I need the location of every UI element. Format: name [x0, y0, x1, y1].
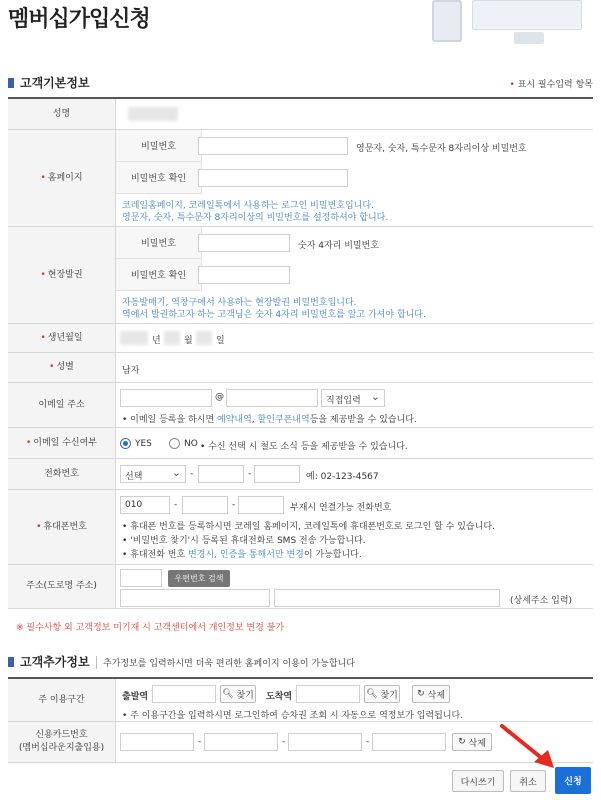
email-domain-input[interactable]: [226, 389, 318, 407]
email-optin-note: • 수신 선택 시 철도 소식 등을 제공받을 수 있습니다.: [200, 442, 408, 452]
email-note: • 이메일 등록을 하시면 예약내역, 할인쿠폰내역등을 제공받을 수 있습니다.: [122, 415, 417, 425]
birth-label: • 생년월일: [8, 324, 116, 352]
monitor-image: [472, 0, 582, 30]
station-note-1: 자동발매기, 역창구에서 사용하는 현장발권 비밀번호입니다.: [122, 298, 357, 308]
extra-info-subtitle: 추가정보를 입력하시면 더욱 편리한 홈페이지 이용이 가능합니다: [96, 656, 355, 669]
homepage-password-confirm-input[interactable]: [198, 169, 348, 187]
address-detail-hint: (상세주소 입력): [510, 596, 573, 606]
mobile-label: • 휴대폰번호: [8, 490, 116, 564]
homepage-label: • 홈페이지: [8, 130, 116, 226]
birth-row: [8, 324, 593, 353]
required-warning: ※ 필수사항 외 고객정보 미기재 시 고객센터에서 개인정보 변경 불가: [16, 623, 285, 633]
email-at-sign: @: [215, 392, 224, 402]
email-optin-yes-radio[interactable]: [120, 438, 131, 449]
route-label: 주 이용구간: [8, 679, 116, 721]
name-row: [8, 99, 593, 130]
coupon-history-link[interactable]: 할인쿠폰내역: [257, 415, 310, 425]
arrival-label: 도착역: [266, 692, 293, 702]
reset-button[interactable]: 다시쓰기: [452, 770, 504, 792]
departure-label: 출발역: [122, 692, 149, 702]
phone-label: 전화번호: [8, 459, 116, 489]
address-label: 주소(도로명 주소): [8, 565, 116, 608]
mobile-note-3: • 휴대전화 번호 변경시, 인증을 통해서만 변경이 가능합니다.: [122, 550, 362, 560]
search-icon: 🔍︎: [366, 689, 378, 699]
birth-year-redacted: [120, 331, 148, 345]
homepage-password-confirm-label: 비밀번호 확인: [116, 162, 202, 194]
gender-label: • 성별: [8, 353, 116, 382]
homepage-note-2: 영문자, 숫자, 특수문자 8자리이상의 비밀번호를 설정하셔야 합니다.: [122, 213, 389, 223]
homepage-password-input[interactable]: [198, 137, 348, 155]
gender-row: [8, 353, 593, 383]
card-delete-button[interactable]: ↻ 삭제: [452, 733, 492, 751]
reservation-history-link[interactable]: 예약내역: [217, 415, 252, 425]
mobile-hint: 부재시 연결가능 전화번호: [290, 503, 392, 513]
mobile-prefix-input[interactable]: 010: [120, 496, 170, 514]
card-number-4-input[interactable]: [372, 733, 446, 751]
homepage-password-label: 비밀번호: [116, 130, 202, 162]
mobile-dash-1: -: [174, 500, 178, 510]
phone-area-select[interactable]: 선택 ⌄: [120, 465, 186, 483]
monitor-stand-image: [514, 32, 544, 44]
email-id-input[interactable]: [120, 389, 212, 407]
birth-day-unit: 일: [216, 336, 225, 346]
required-note: • 표시 필수입력 항목: [509, 80, 593, 90]
station-row: [8, 227, 593, 324]
address-base-input[interactable]: [120, 589, 270, 607]
mobile-middle-input[interactable]: [182, 496, 228, 514]
arrival-station-input[interactable]: [296, 685, 360, 703]
name-label: 성명: [8, 99, 116, 129]
station-password-input[interactable]: [198, 234, 290, 252]
zipcode-input[interactable]: [120, 569, 162, 587]
email-optin-no-radio[interactable]: [169, 438, 180, 449]
phone-image: [432, 0, 462, 42]
basic-info-heading: 고객기본정보: [8, 74, 90, 91]
card-dash-1: -: [198, 737, 202, 747]
email-optin-no-label: NO: [184, 439, 198, 449]
cancel-button[interactable]: 취소: [510, 770, 546, 792]
phone-dash-1: -: [190, 469, 194, 479]
mobile-note-2: • '비밀번호 찾기'시 등록된 휴대전화로 SMS 전송 가능합니다.: [122, 536, 366, 546]
card-number-2-input[interactable]: [204, 733, 278, 751]
station-password-confirm-label: 비밀번호 확인: [116, 259, 202, 291]
route-note: • 주 이용구간을 입력하시면 로그인하여 승차권 조회 시 자동으로 역정보가 입력됩니다.: [122, 711, 464, 721]
birth-year-unit: 년: [152, 336, 161, 346]
arrow-shaft: [502, 726, 544, 760]
phone-example: 예: 02-123-4567: [306, 472, 379, 482]
mobile-last-input[interactable]: [238, 496, 284, 514]
email-domain-select[interactable]: 직접입력 ⌄: [321, 389, 385, 407]
arrival-find-button[interactable]: 🔍︎ 찾기: [364, 685, 400, 703]
birth-day-redacted: [196, 331, 212, 345]
station-note-2: 역에서 발권하고자 하는 고객님은 숫자 4자리 비밀번호를 알고 가셔야 합니다.: [122, 310, 426, 320]
station-password-confirm-input[interactable]: [198, 266, 290, 284]
station-password-hint: 숫자 4자리 비밀번호: [298, 241, 380, 251]
station-password-label: 비밀번호: [116, 227, 202, 259]
email-optin-yes-label: YES: [135, 439, 152, 449]
refresh-icon: ↻: [458, 737, 466, 747]
submit-button[interactable]: 신청: [555, 767, 591, 794]
page-title: 멤버십가입신청: [8, 7, 150, 32]
departure-station-input[interactable]: [152, 685, 216, 703]
name-value-redacted: [128, 107, 178, 121]
phone-last-input[interactable]: [254, 465, 300, 483]
homepage-note-1: 코레일홈페이지, 코레일톡에서 사용하는 로그인 비밀번호입니다.: [122, 201, 374, 211]
email-label: 이메일 주소: [8, 383, 116, 427]
station-label: • 현장발권: [8, 227, 116, 323]
birth-month-redacted: [164, 331, 180, 345]
birth-month-unit: 월: [184, 336, 193, 346]
email-row: [8, 383, 593, 428]
address-row: [8, 565, 593, 609]
card-number-3-input[interactable]: [288, 733, 362, 751]
departure-find-button[interactable]: 🔍︎ 찾기: [220, 685, 256, 703]
hero-illustration: [418, 0, 598, 48]
mobile-row: [8, 490, 593, 565]
card-number-1-input[interactable]: [120, 733, 194, 751]
homepage-row: [8, 130, 593, 227]
basic-info-table: [8, 97, 593, 607]
refresh-icon: ↻: [417, 689, 425, 699]
phone-middle-input[interactable]: [198, 465, 244, 483]
mobile-dash-2: -: [232, 500, 236, 510]
card-dash-3: -: [366, 737, 370, 747]
search-icon: 🔍︎: [222, 689, 234, 699]
phone-dash-2: -: [248, 469, 252, 479]
homepage-password-hint: 영문자, 숫자, 특수문자 8자리이상 비밀번호: [356, 144, 527, 154]
route-delete-button[interactable]: ↻ 삭제: [412, 685, 450, 703]
gender-value: 남자: [122, 366, 140, 376]
email-optin-row: [8, 428, 593, 459]
phone-row: [8, 459, 593, 490]
zipcode-search-button[interactable]: 우편번호 검색: [168, 570, 230, 587]
mobile-note-1: • 휴대폰 번호를 등록하시면 코레일 홈페이지, 코레일톡에 휴대폰번호로 로그인 할 수 있습니다.: [122, 522, 495, 532]
route-row: [8, 679, 593, 722]
card-dash-2: -: [282, 737, 286, 747]
red-arrow-annotation: [496, 722, 562, 772]
card-label: 신용카드번호 (멤버십라운지출입용): [8, 722, 116, 762]
address-detail-input[interactable]: [274, 589, 500, 607]
email-optin-label: • 이메일 수신여부: [8, 428, 116, 458]
extra-info-heading: 고객추가정보: [8, 653, 90, 670]
